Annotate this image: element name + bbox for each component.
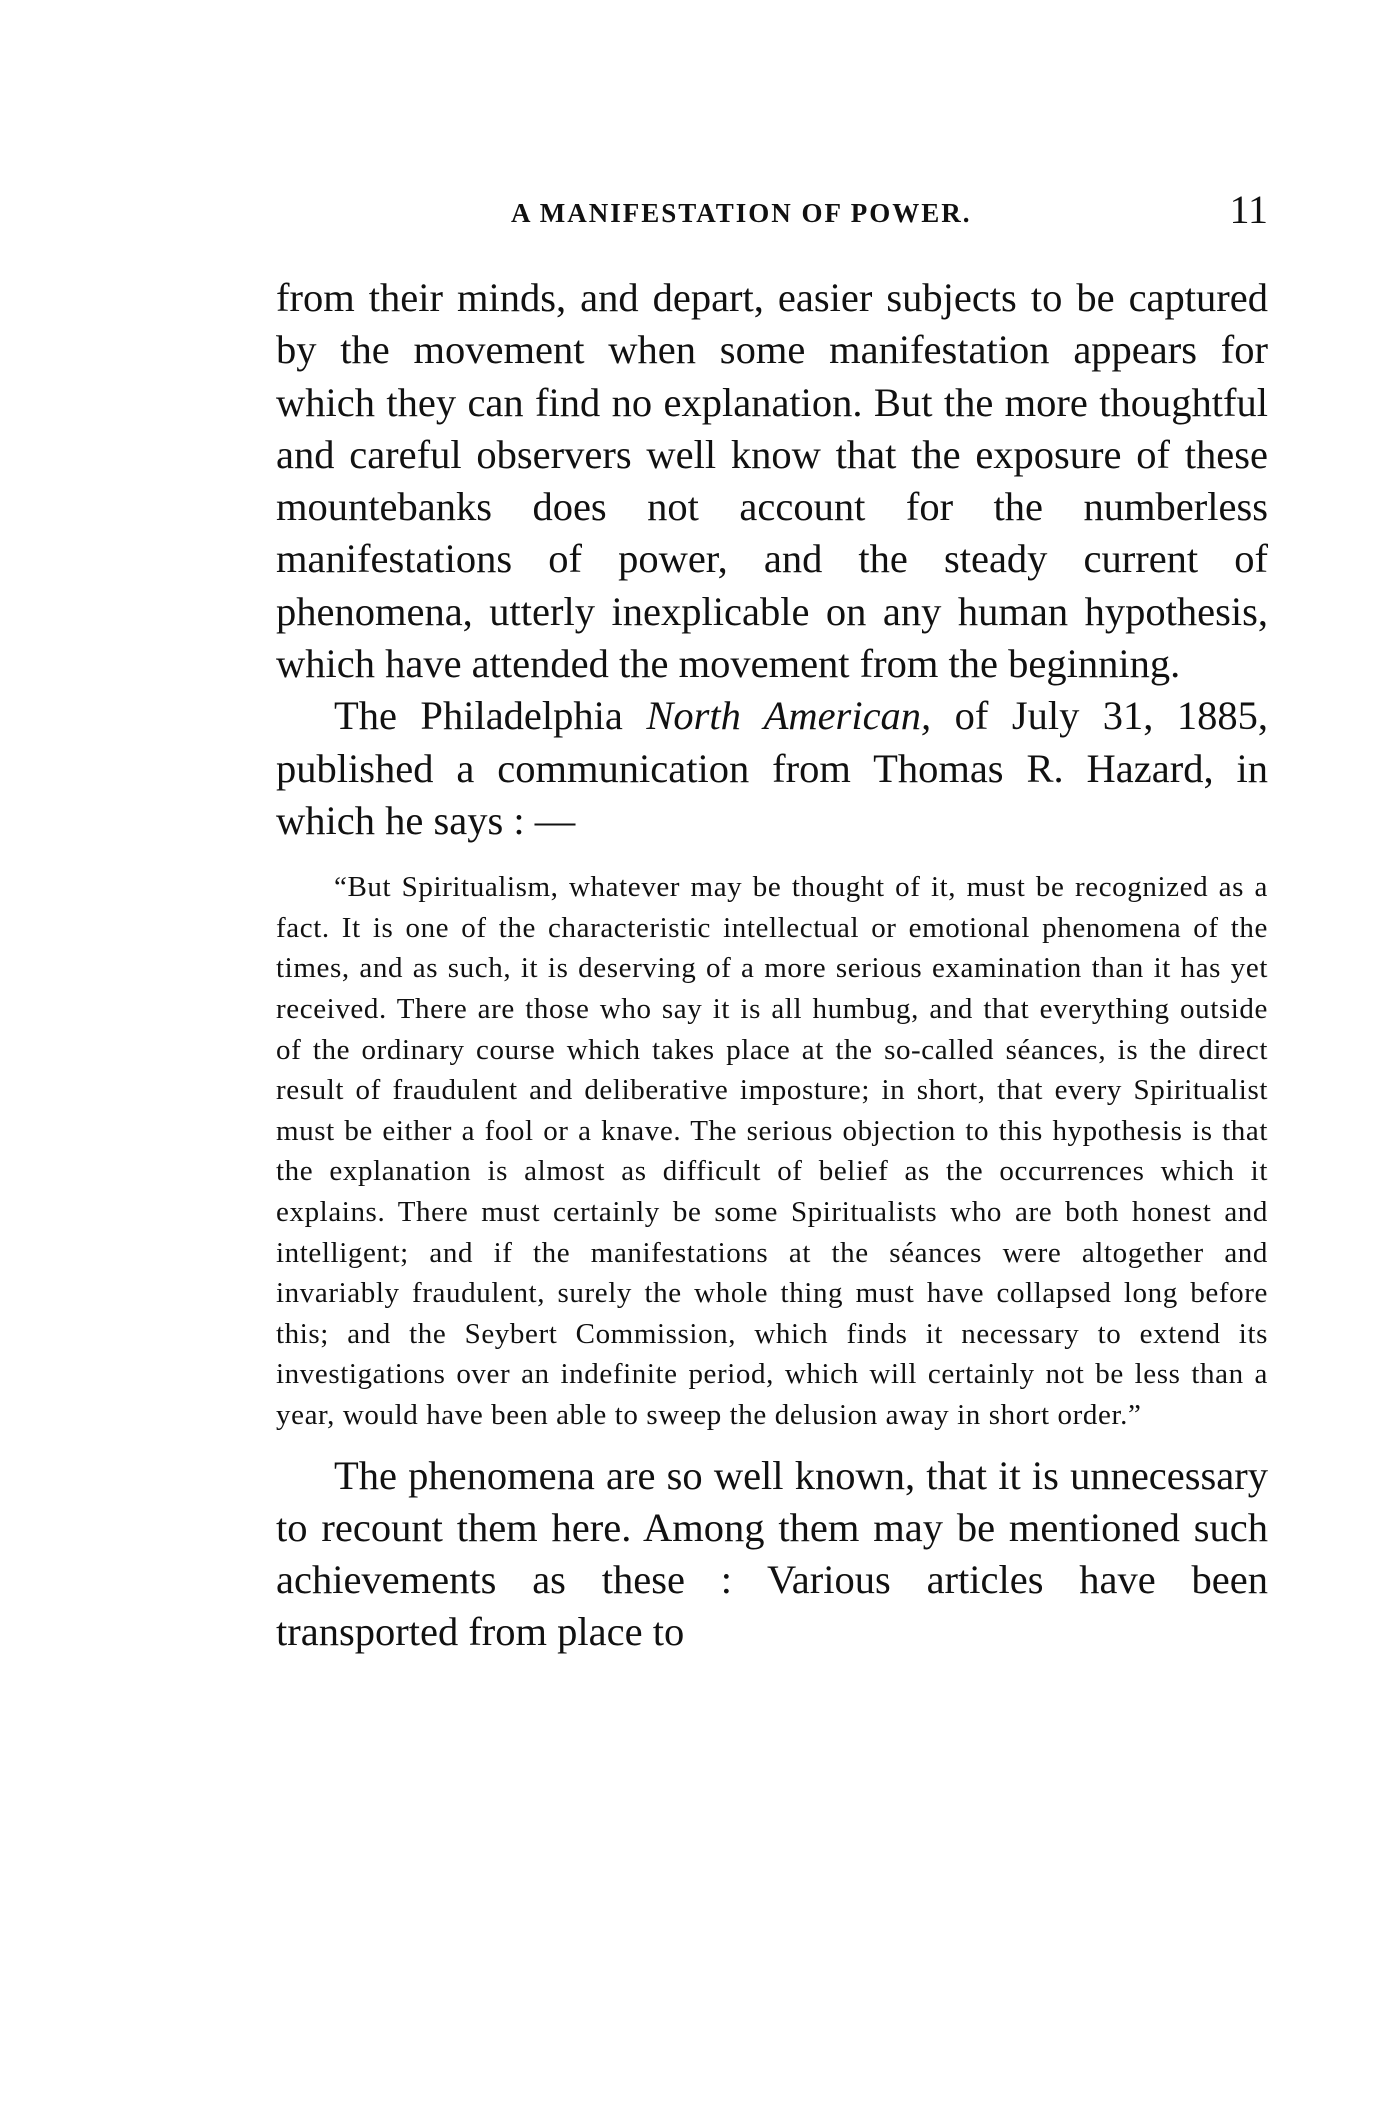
paragraph-2 [276, 690, 1268, 847]
page-body [276, 272, 1268, 1659]
paragraph-1: from their minds, and depart, easier subjects to be captured by the movement when some manifestation appears for which they can find no explanation. But the more thoughtful and careful observers well know that the exposure of these mountebanks does not account for the numberless manifestations of power, and the steady current of phenomena, utterly inexplicable on any human hypothesis, which have attended the movement from the beginning. [276, 275, 1268, 687]
paragraph-3: The phenomena are so well known, that it is unnecessary to recount them here. Among them may be mentioned such achievements as these : Various articles have been transported from place to [276, 1452, 1268, 1655]
running-head: A MANIFESTATION OF POWER. [511, 198, 972, 228]
paragraph-2-end: of July 31, 1885, published a communication from Thomas R. Hazard, in which he says : — [276, 693, 1268, 843]
page-number: 11 [1229, 187, 1268, 232]
newspaper-title: North American, [646, 693, 932, 739]
paragraph-2-start: The Philadelphia [334, 693, 647, 739]
block-quote: “But Spiritualism, whatever may be thought of it, must be recognized as a fact. It is one of the characteristic intellectual or emotional phenomena of the times, and as such, it is deserving of a more serious examination than it has yet received. There are those who say it is all humbug, and that everything outside of the ordinary course which takes place at the so-called séances, is the direct result of fraudulent and deliberative imposture; in short, that every Spiritualist must be either a fool or a knave. The serious objection to this hypothesis is that the explanation is almost as difficult of belief as the occurrences which it explains. There must certainly be some Spiritualists who are both honest and intelligent; and if the manifestations at the séances were altogether and invariably fraudulent, surely the whole thing must have collapsed long before this; and the Seybert Commission, which finds it necessary to extend its investigations over an indefinite period, which will certainly not be less than a year, would have been able to sweep the delusion away in short order.” [276, 871, 1268, 1431]
page-header [276, 187, 1268, 250]
